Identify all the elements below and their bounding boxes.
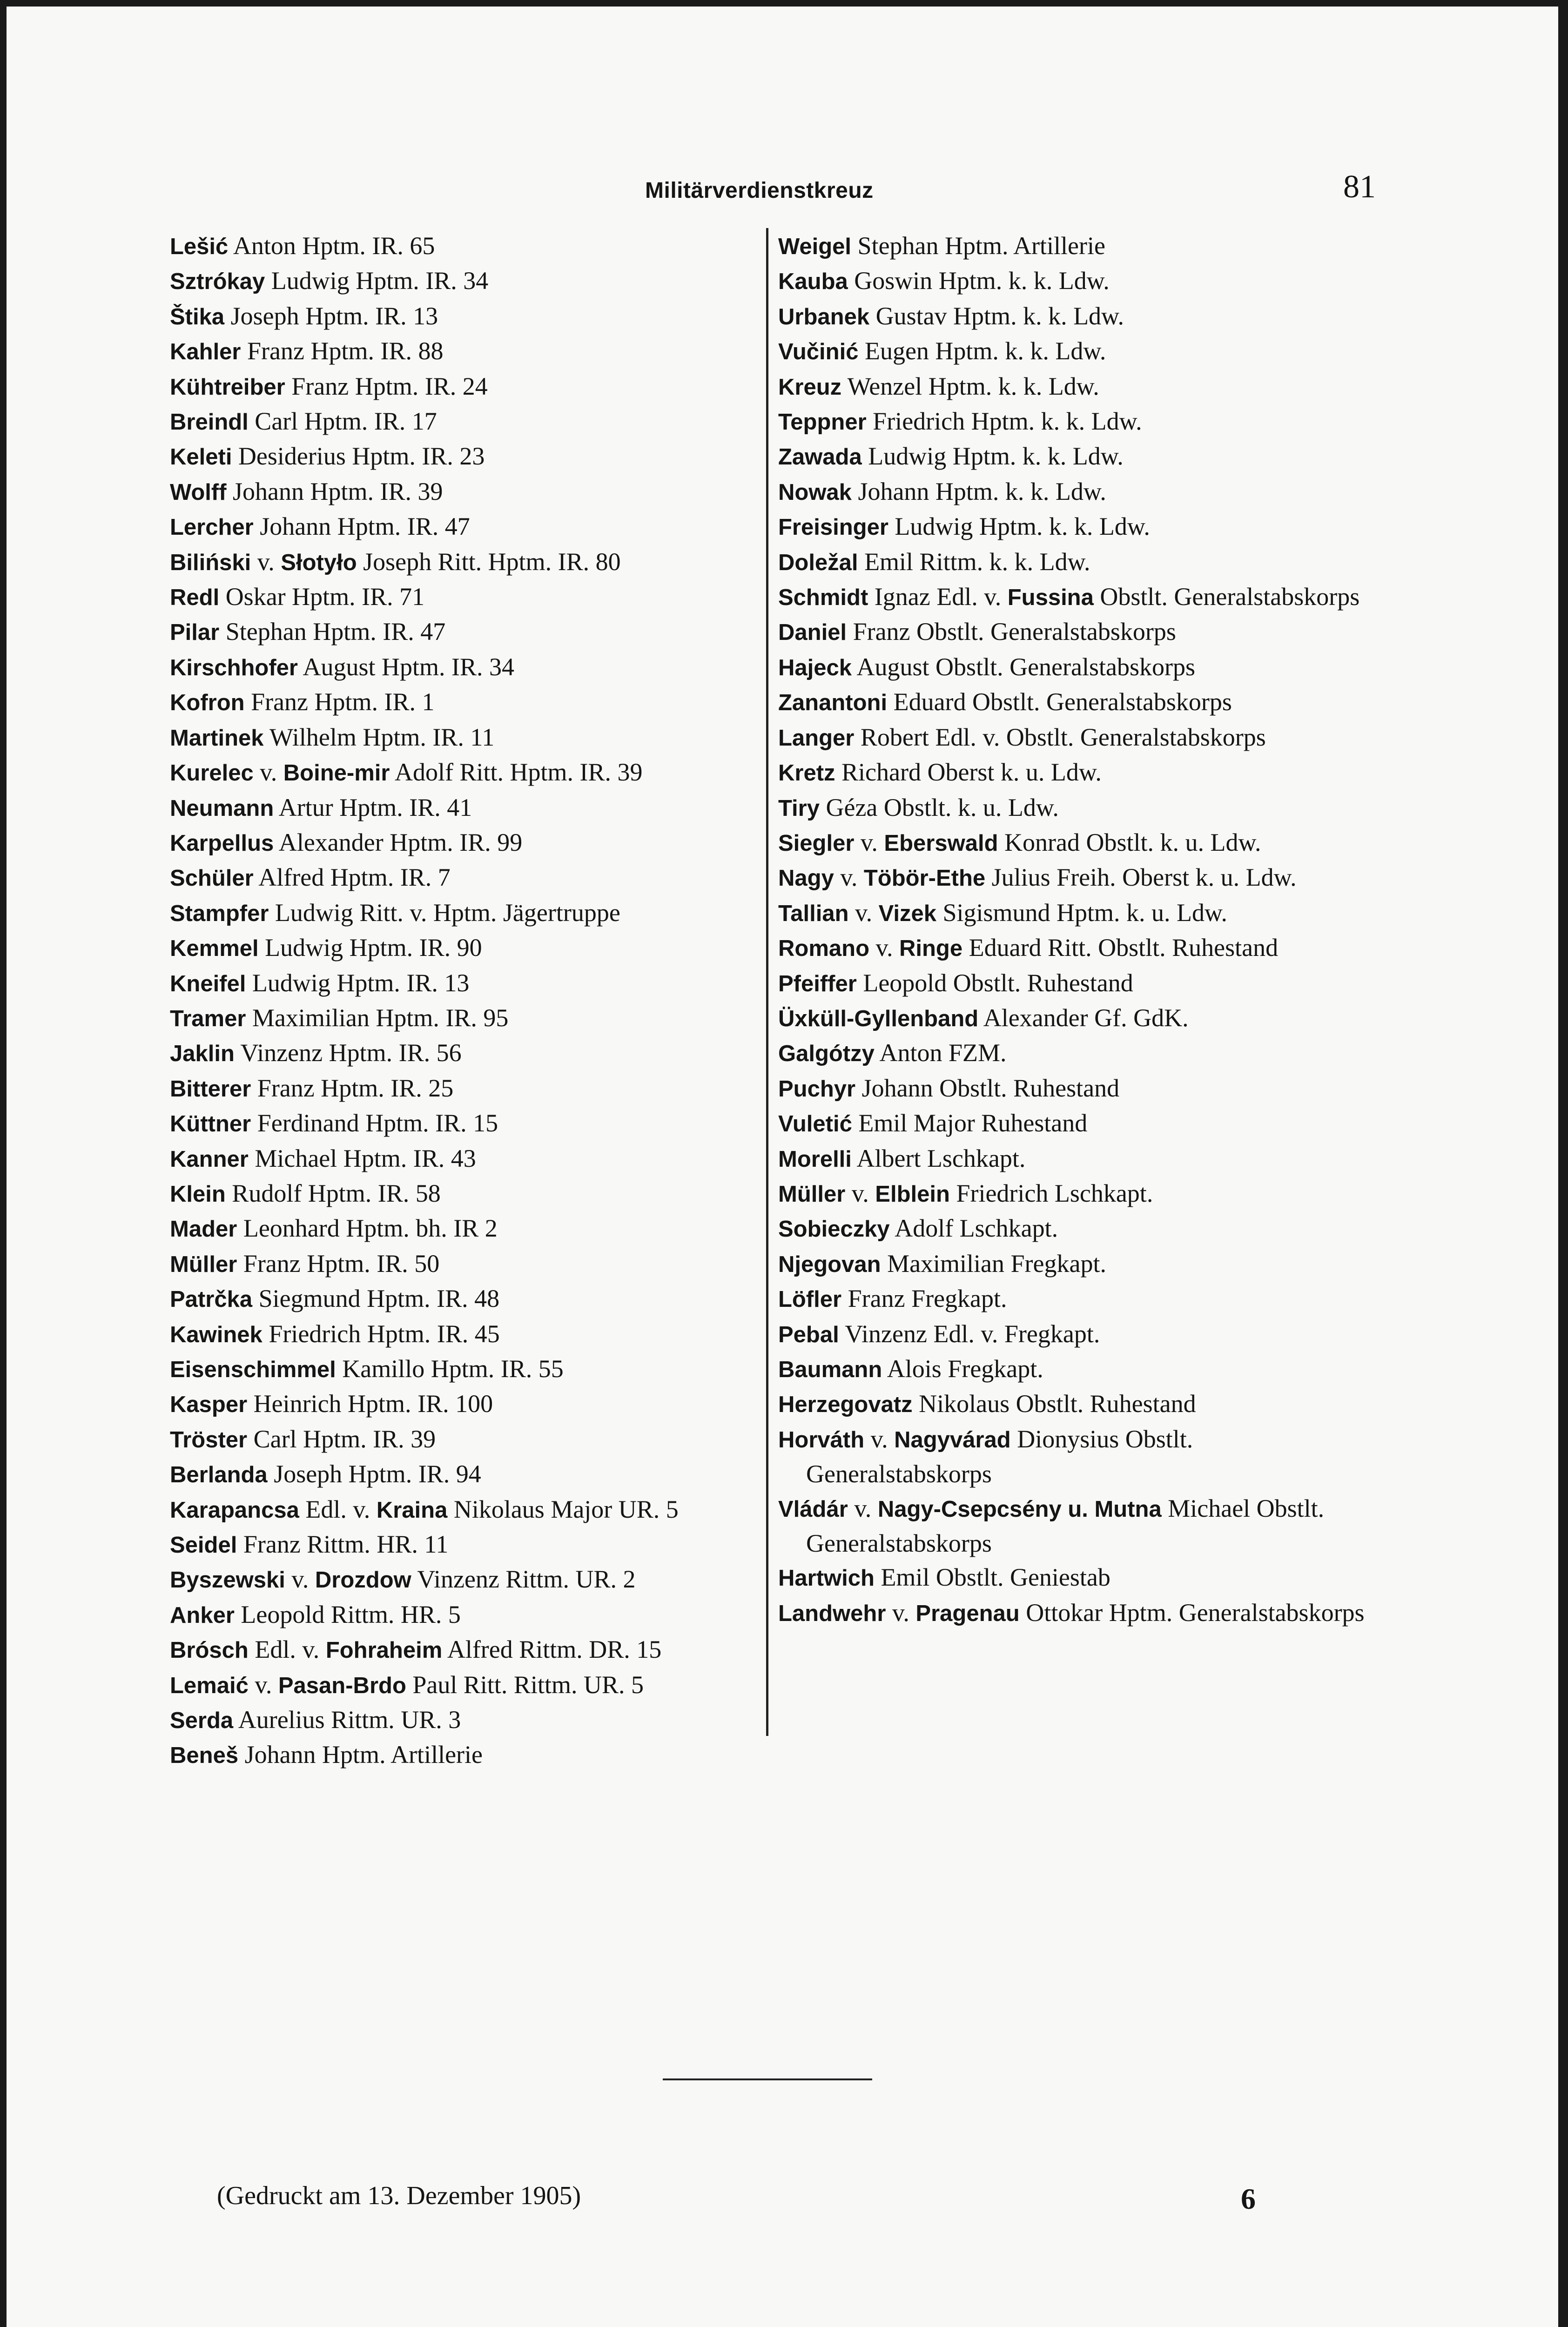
entry-name: Serda (170, 1708, 234, 1734)
entry-rest: Joseph Hptm. IR. 13 (224, 302, 438, 330)
list-item (170, 1247, 770, 1282)
list-item (170, 1422, 770, 1457)
entry-rest: Michael Obstlt. Generalstabskorps (806, 1494, 1325, 1558)
entry-rest: August Obstlt. Generalstabskorps (852, 652, 1195, 681)
entry-rest: Vinzenz Rittm. UR. 2 (411, 1565, 636, 1594)
entry-name: Sobieczky (778, 1217, 890, 1242)
entry-rest: Aurelius Rittm. UR. 3 (233, 1706, 461, 1734)
list-item (170, 1071, 770, 1106)
entry-rest: Franz Hptm. IR. 1 (244, 688, 435, 716)
entry-name: Vuletić (778, 1111, 852, 1137)
entry-mid: v. (285, 1565, 315, 1594)
list-item (170, 1211, 770, 1246)
entry-rest: Franz Hptm. IR. 88 (241, 337, 444, 365)
entry-rest: Anton FZM. (874, 1039, 1007, 1067)
entry-name2: Boine-mir (283, 760, 390, 786)
sheet-number: 6 (1241, 2182, 1256, 2215)
entry-mid: v. (848, 898, 879, 927)
list-item (170, 510, 770, 545)
entry-rest: Franz Fregkapt. (841, 1285, 1007, 1313)
entry-name: Kofron (170, 690, 245, 716)
list-item (778, 334, 1376, 369)
list-item (170, 370, 770, 404)
entry-name: Tramer (170, 1006, 246, 1031)
entry-rest: Emil Major Ruhestand (852, 1109, 1088, 1137)
entry-mid: v. (848, 1494, 878, 1522)
list-item (170, 1738, 770, 1773)
entry-name: Tallian (778, 901, 849, 926)
entry-rest: Johann Hptm. IR. 47 (253, 512, 470, 541)
list-item (778, 1001, 1376, 1036)
entry-rest: Albert Lschkapt. (851, 1144, 1026, 1172)
list-item (778, 1211, 1376, 1246)
entry-rest: Nikolaus Obstlt. Ruhestand (912, 1390, 1196, 1418)
entry-rest: Franz Hptm. IR. 50 (237, 1249, 440, 1278)
entry-name: Daniel (778, 620, 847, 646)
list-item (778, 791, 1376, 826)
entry-name: Byszewski (170, 1567, 285, 1593)
entry-name2: Eberswald (884, 830, 998, 856)
entry-mid: v. (886, 1598, 916, 1627)
list-item (170, 685, 770, 720)
entry-name: Zanantoni (778, 690, 888, 716)
list-item (778, 264, 1376, 299)
entry-name2: Drozdow (315, 1567, 411, 1593)
entry-name: Hajeck (778, 655, 852, 680)
entry-name: Kahler (170, 339, 241, 365)
entry-name: Horváth (778, 1427, 865, 1453)
entry-name: Schüler (170, 866, 254, 891)
entry-rest: Sigismund Hptm. k. u. Ldw. (936, 898, 1228, 927)
entry-name2: Töbör-Ethe (863, 866, 986, 891)
entry-name2: Fohraheim (325, 1638, 443, 1663)
entry-rest: Ludwig Hptm. k. k. Ldw. (888, 512, 1150, 541)
entry-rest: Eugen Hptm. k. k. Ldw. (858, 337, 1106, 365)
page-title: Militärverdienstkreuz (645, 178, 874, 203)
entry-rest: Eduard Obstlt. Generalstabskorps (887, 688, 1232, 716)
entry-rest: Carl Hptm. IR. 39 (247, 1425, 436, 1453)
entry-name: Weigel (778, 234, 852, 259)
entry-mid: v. (251, 547, 281, 576)
entry-name: Kreuz (778, 374, 842, 400)
list-item (170, 1282, 770, 1317)
entry-rest: Maximilian Fregkapt. (881, 1249, 1106, 1278)
entry-name: Müller (170, 1251, 237, 1277)
entry-mid: Edl. v. (299, 1495, 377, 1523)
list-item (170, 1703, 770, 1738)
list-item (170, 475, 770, 510)
entry-name2: Nagy-Csepcsény u. Mutna (877, 1496, 1162, 1522)
entry-mid: Ignaz Edl. v. (868, 583, 1008, 611)
entry-name2: Pragenau (915, 1601, 1020, 1626)
list-item (778, 966, 1376, 1001)
list-item (778, 1317, 1376, 1352)
entry-name: Üxküll-Gyllenband (778, 1006, 979, 1031)
list-item (778, 1352, 1376, 1387)
list-item (778, 370, 1376, 404)
entry-rest: Friedrich Lschkapt. (949, 1179, 1153, 1207)
list-item (170, 264, 770, 299)
entry-name: Njegovan (778, 1251, 881, 1277)
entry-name: Galgótzy (778, 1041, 875, 1067)
list-item (170, 1598, 770, 1633)
entry-name: Puchyr (778, 1076, 856, 1102)
entry-name: Baumann (778, 1357, 882, 1382)
list-item (778, 1036, 1376, 1071)
right-column (778, 229, 1376, 1631)
list-item (778, 1142, 1376, 1177)
entry-name: Wolff (170, 479, 227, 505)
list-item (778, 1422, 1376, 1492)
entry-name: Kawinek (170, 1322, 262, 1347)
entry-rest: Ludwig Hptm. IR. 34 (265, 267, 489, 295)
entry-rest: Anton Hptm. IR. 65 (228, 232, 435, 260)
entry-name: Vládár (778, 1496, 848, 1522)
entry-name2: Elblein (875, 1181, 950, 1207)
list-item (778, 931, 1376, 966)
entry-rest: Richard Oberst k. u. Ldw. (835, 758, 1102, 787)
entry-rest: Oskar Hptm. IR. 71 (219, 583, 425, 611)
entry-rest: Ludwig Hptm. k. k. Ldw. (861, 442, 1124, 471)
entry-name: Schmidt (778, 585, 868, 611)
list-item (778, 1071, 1376, 1106)
entry-rest: Alfred Rittm. DR. 15 (442, 1635, 662, 1664)
list-item (778, 720, 1376, 755)
entry-name2: Vizek (878, 901, 936, 926)
entry-name: Lercher (170, 515, 254, 540)
entry-name: Redl (170, 585, 220, 611)
entry-name: Kasper (170, 1392, 248, 1418)
entry-rest: Dionysius Obstlt. Generalstabskorps (806, 1425, 1193, 1488)
entry-name: Keleti (170, 444, 232, 470)
entry-name2: Słotyło (281, 550, 357, 575)
list-item (170, 1527, 770, 1562)
entry-name: Seidel (170, 1533, 237, 1558)
entry-name: Nagy (778, 866, 834, 891)
entry-name: Patrčka (170, 1287, 253, 1312)
list-item (778, 1177, 1376, 1211)
entry-rest: Emil Obstlt. Geniestab (874, 1563, 1110, 1592)
end-rule (663, 2078, 872, 2080)
entry-name: Teppner (778, 410, 867, 435)
list-item (170, 1036, 770, 1071)
entry-name: Lemaić (170, 1673, 249, 1698)
entry-rest: Alexander Gf. GdK. (978, 1003, 1189, 1032)
list-item (170, 1142, 770, 1177)
entry-rest: Heinrich Hptm. IR. 100 (247, 1390, 493, 1418)
entry-rest: Géza Obstlt. k. u. Ldw. (819, 793, 1059, 821)
entry-rest: Michael Hptm. IR. 43 (248, 1144, 476, 1172)
entry-name: Urbanek (778, 304, 870, 330)
entry-name: Freisinger (778, 515, 888, 540)
entry-name2: Ringe (899, 936, 963, 962)
list-item (170, 720, 770, 755)
list-item (170, 861, 770, 895)
entry-rest: Nikolaus Major UR. 5 (447, 1495, 679, 1523)
entry-rest: Ottokar Hptm. Generalstabskorps (1019, 1598, 1365, 1627)
list-item (170, 1001, 770, 1036)
entry-rest: Rudolf Hptm. IR. 58 (225, 1179, 441, 1207)
entry-name: Kretz (778, 760, 835, 786)
list-item (778, 475, 1376, 510)
list-item (778, 1560, 1376, 1595)
left-column (170, 229, 770, 1773)
entry-name: Karapancsa (170, 1497, 299, 1523)
entry-rest: Gustav Hptm. k. k. Ldw. (869, 302, 1124, 330)
list-item (778, 545, 1376, 580)
entry-rest: Kamillo Hptm. IR. 55 (336, 1355, 564, 1383)
list-item (170, 896, 770, 931)
list-item (170, 439, 770, 474)
entry-name: Neumann (170, 795, 274, 821)
entry-name: Brósch (170, 1638, 249, 1663)
list-item (170, 1668, 770, 1703)
entry-name: Stampfer (170, 901, 269, 926)
entry-rest: Ferdinand Hptm. IR. 15 (251, 1109, 498, 1137)
list-item (170, 1493, 770, 1527)
entry-name: Nowak (778, 479, 852, 505)
entry-rest: Adolf Ritt. Hptm. IR. 39 (390, 758, 643, 787)
list-item (170, 966, 770, 1001)
entry-rest: Stephan Hptm. Artillerie (851, 232, 1105, 260)
entry-rest: Johann Hptm. k. k. Ldw. (851, 477, 1106, 505)
list-item (170, 545, 770, 580)
entry-rest: Johann Hptm. IR. 39 (226, 477, 443, 505)
list-item (170, 1633, 770, 1668)
list-item (170, 755, 770, 790)
list-item (170, 334, 770, 369)
entry-name: Morelli (778, 1146, 852, 1172)
entry-rest: Leopold Rittm. HR. 5 (234, 1600, 461, 1628)
list-item (170, 1177, 770, 1211)
entry-name: Siegler (778, 830, 855, 856)
list-item (170, 299, 770, 334)
list-item (170, 1317, 770, 1352)
list-item (778, 685, 1376, 720)
entry-rest: Desiderius Hptm. IR. 23 (232, 442, 485, 471)
entry-name: Küttner (170, 1111, 251, 1137)
entry-rest: Johann Hptm. Artillerie (238, 1741, 483, 1769)
entry-rest: Stephan Hptm. IR. 47 (219, 618, 446, 646)
list-item (778, 1596, 1376, 1631)
entry-name: Klein (170, 1181, 226, 1207)
list-item (170, 1457, 770, 1492)
entry-rest: Joseph Hptm. IR. 94 (267, 1460, 481, 1488)
entry-name2: Kraina (376, 1497, 448, 1523)
entry-mid: v. (253, 758, 283, 787)
entry-mid: Edl. v. (248, 1635, 326, 1664)
entry-name: Karpellus (170, 830, 274, 856)
list-item (170, 229, 770, 264)
entry-rest: Vinzenz Edl. v. Fregkapt. (839, 1319, 1100, 1348)
list-item (778, 1282, 1376, 1317)
page-number: 81 (1343, 169, 1376, 205)
list-item (170, 650, 770, 685)
entry-rest: Johann Obstlt. Ruhestand (855, 1074, 1120, 1102)
entry-rest: Franz Rittm. HR. 11 (237, 1530, 449, 1559)
entry-name: Bitterer (170, 1076, 251, 1102)
entry-rest: Friedrich Hptm. IR. 45 (262, 1319, 500, 1348)
list-item (778, 580, 1376, 615)
entry-name: Romano (778, 936, 869, 962)
list-item (170, 931, 770, 966)
list-item (778, 404, 1376, 439)
entry-name: Müller (778, 1181, 846, 1207)
entry-rest: Alfred Hptm. IR. 7 (253, 863, 451, 892)
entry-name2: Nagyvárad (894, 1427, 1011, 1453)
entry-name: Landwehr (778, 1601, 886, 1626)
entry-rest: Ludwig Ritt. v. Hptm. Jägertruppe (269, 898, 620, 927)
entry-name2: Pasan-Brdo (278, 1673, 406, 1698)
entry-rest: Robert Edl. v. Obstlt. Generalstabskorps (854, 723, 1266, 751)
print-date-note: (Gedruckt am 13. Dezember 1905) (217, 2181, 581, 2210)
entry-name: Pfeiffer (778, 971, 857, 996)
list-item (778, 510, 1376, 545)
list-item (778, 861, 1376, 895)
entry-rest: Konrad Obstlt. k. u. Ldw. (998, 828, 1261, 856)
list-item (778, 1492, 1376, 1561)
list-item (170, 1387, 770, 1422)
entry-mid: v. (864, 1425, 895, 1453)
entry-name: Kirschhofer (170, 655, 298, 680)
entry-name: Beneš (170, 1743, 239, 1769)
entry-name: Martinek (170, 725, 264, 751)
entry-name: Mader (170, 1217, 237, 1242)
list-item (778, 826, 1376, 861)
entry-name: Löfler (778, 1287, 842, 1312)
entry-rest: Alexander Hptm. IR. 99 (274, 828, 523, 856)
entry-name: Anker (170, 1602, 235, 1628)
entry-rest: Artur Hptm. IR. 41 (274, 793, 472, 821)
entry-rest: Vinzenz Hptm. IR. 56 (234, 1039, 462, 1067)
entry-mid: v. (854, 828, 884, 856)
list-item (778, 299, 1376, 334)
entry-rest: Eduard Ritt. Obstlt. Ruhestand (962, 934, 1279, 962)
entry-name: Biliński (170, 550, 251, 575)
entry-mid: v. (845, 1179, 875, 1207)
entry-mid: v. (834, 863, 864, 892)
entry-rest: Franz Hptm. IR. 25 (251, 1074, 454, 1102)
entry-rest: Maximilian Hptm. IR. 95 (246, 1003, 509, 1032)
entry-rest: Siegmund Hptm. IR. 48 (252, 1285, 500, 1313)
entry-mid: v. (248, 1670, 278, 1699)
entry-name: Berlanda (170, 1462, 268, 1488)
entry-name: Kneifel (170, 971, 246, 996)
entry-rest: Franz Obstlt. Generalstabskorps (847, 618, 1176, 646)
entry-name: Eisenschimmel (170, 1357, 336, 1382)
list-item (170, 580, 770, 615)
list-item (170, 791, 770, 826)
entry-rest: Paul Ritt. Rittm. UR. 5 (406, 1670, 644, 1699)
entry-name: Lešić (170, 234, 229, 259)
list-item (170, 404, 770, 439)
list-item (170, 1562, 770, 1597)
list-item (170, 1352, 770, 1387)
entry-name2: Fussina (1007, 585, 1094, 611)
column-divider (766, 228, 768, 1736)
entry-rest: Franz Hptm. IR. 24 (285, 372, 488, 400)
list-item (778, 650, 1376, 685)
entry-rest: Julius Freih. Oberst k. u. Ldw. (985, 863, 1297, 892)
entry-rest: Goswin Hptm. k. k. Ldw. (848, 267, 1110, 295)
list-item (778, 439, 1376, 474)
list-item (170, 1106, 770, 1141)
list-item (170, 615, 770, 650)
entry-rest: Leopold Obstlt. Ruhestand (856, 968, 1133, 997)
entry-rest: Friedrich Hptm. k. k. Ldw. (866, 407, 1142, 436)
entry-name: Vučinić (778, 339, 859, 365)
entry-name: Langer (778, 725, 855, 751)
entry-rest: Emil Rittm. k. k. Ldw. (858, 547, 1090, 576)
list-item (778, 229, 1376, 264)
entry-name: Kurelec (170, 760, 254, 786)
entry-rest: August Hptm. IR. 34 (298, 652, 515, 681)
entry-name: Pilar (170, 620, 220, 646)
entry-rest: Joseph Ritt. Hptm. IR. 80 (357, 547, 621, 576)
entry-name: Tröster (170, 1427, 248, 1453)
list-item (778, 615, 1376, 650)
list-item (778, 1106, 1376, 1141)
list-item (778, 755, 1376, 790)
entry-rest: Wilhelm Hptm. IR. 11 (263, 723, 495, 751)
entry-name: Kemmel (170, 936, 259, 962)
entry-rest: Alois Fregkapt. (882, 1355, 1043, 1383)
entry-name: Herzegovatz (778, 1392, 913, 1418)
entry-name: Kühtreiber (170, 374, 285, 400)
entry-name: Breindl (170, 410, 249, 435)
entry-name: Zawada (778, 444, 862, 470)
entry-name: Jaklin (170, 1041, 235, 1067)
entry-name: Kanner (170, 1146, 249, 1172)
entry-rest: Carl Hptm. IR. 17 (248, 407, 437, 436)
entry-name: Tiry (778, 795, 820, 821)
entry-mid: v. (869, 934, 899, 962)
entry-rest: Ludwig Hptm. IR. 13 (246, 968, 470, 997)
entry-rest: Leonhard Hptm. bh. IR 2 (237, 1214, 498, 1243)
list-item (778, 1387, 1376, 1422)
entry-rest: Obstlt. Generalstabskorps (1093, 583, 1360, 611)
list-item (778, 1247, 1376, 1282)
entry-name: Kauba (778, 269, 848, 295)
entry-name: Hartwich (778, 1566, 875, 1591)
entry-name: Štika (170, 304, 225, 330)
entry-rest: Wenzel Hptm. k. k. Ldw. (841, 372, 1099, 400)
list-item (778, 896, 1376, 931)
entry-rest: Ludwig Hptm. IR. 90 (258, 934, 482, 962)
entry-name: Doležal (778, 550, 858, 575)
entry-rest: Adolf Lschkapt. (889, 1214, 1058, 1243)
list-item (170, 826, 770, 861)
entry-name: Sztrókay (170, 269, 265, 295)
entry-name: Pebal (778, 1322, 839, 1347)
